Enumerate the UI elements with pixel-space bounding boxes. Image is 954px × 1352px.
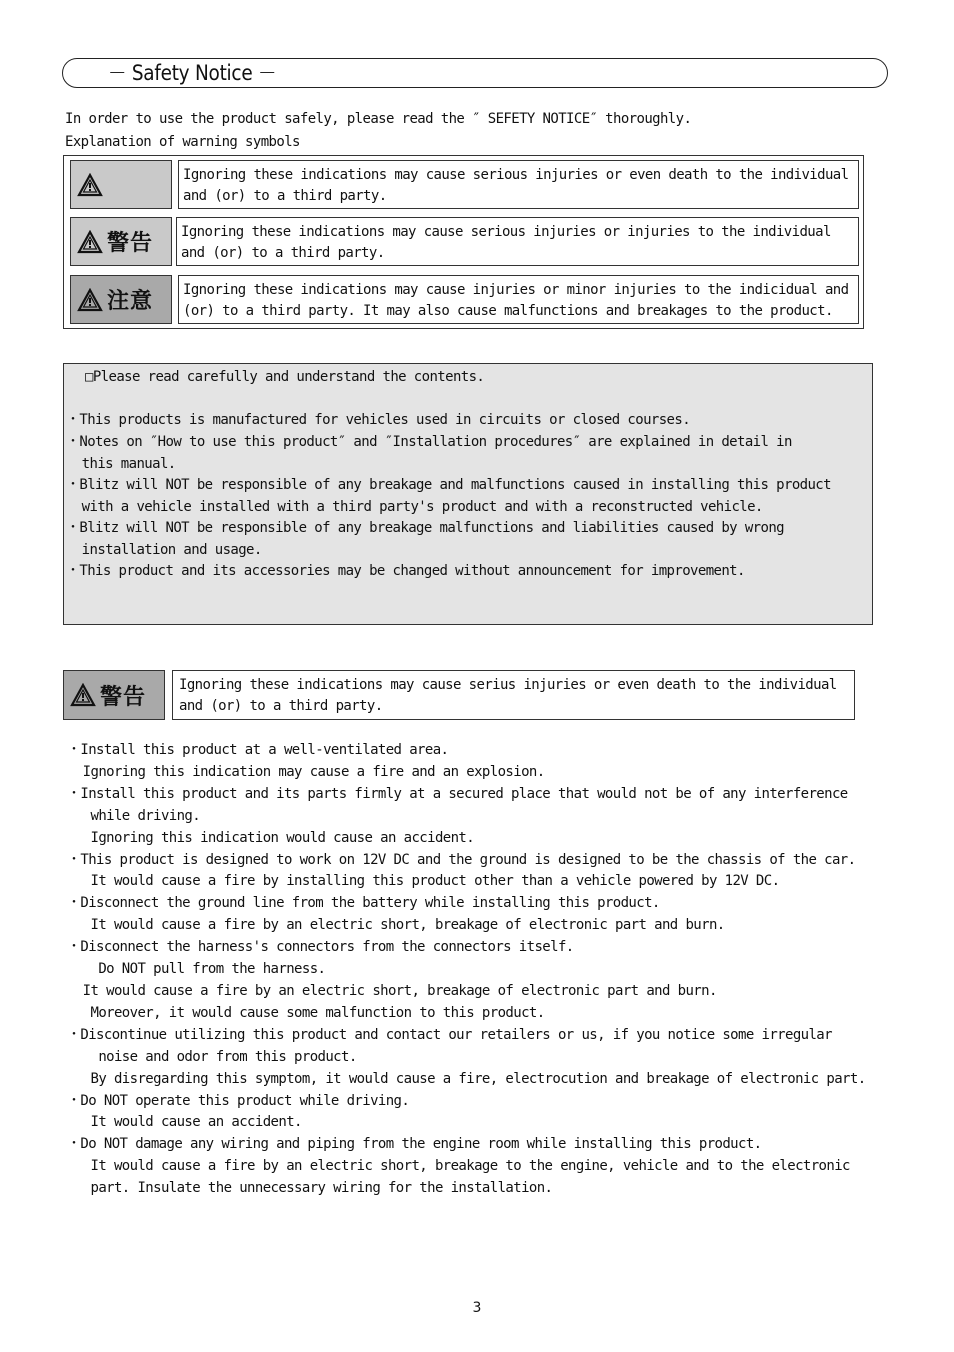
warning-text-2: and (or) to a third party. xyxy=(179,698,383,714)
warning-item-line: ・Discontinue utilizing this product and contact our retailers or us, if you notice some irregular xyxy=(67,1026,832,1043)
symbol-row-3-icon-cell xyxy=(70,275,172,324)
warning-item-line: It would cause an accident. xyxy=(67,1114,302,1131)
symbol-row-1-icon-cell xyxy=(70,160,172,209)
contents-line: this manual. xyxy=(66,456,176,472)
warning-item-line: ・Install this product and its parts firmly at a secured place that would not be of any interference xyxy=(67,785,848,802)
symbol-row-3-kanji: 注意 xyxy=(107,289,154,314)
warning-label xyxy=(63,670,165,720)
warning-text-1: Ignoring these indications may cause serius injuries or even death to the individual xyxy=(179,677,837,693)
contents-line: ・This product and its accessories may be changed without announcement for improvement. xyxy=(66,563,745,579)
warning-symbol-table xyxy=(63,155,864,329)
symbol-row-3-text-1: Ignoring these indications may cause injuries or minor injuries to the indicidual and xyxy=(183,282,849,298)
warning-item-line: By disregarding this symptom, it would cause a fire, electrocution and breakage of electronic part. xyxy=(67,1070,866,1087)
symbol-row-1-text-1: Ignoring these indications may cause serious injuries or even death to the individual xyxy=(183,167,849,183)
warning-item-line: ・Do NOT operate this product while driving. xyxy=(67,1092,410,1109)
warning-item-line: ・Disconnect the harness's connectors from the connectors itself. xyxy=(67,939,574,956)
contents-line: installation and usage. xyxy=(66,542,262,558)
warning-item-line: ・This product is designed to work on 12V DC and the ground is designed to be the chassis of the car. xyxy=(67,851,856,868)
page-title: － Safety Notice － xyxy=(108,61,277,85)
warning-triangle-icon xyxy=(77,288,103,312)
warning-item-line: It would cause a fire by installing this product other than a vehicle powered by 12V DC. xyxy=(67,873,780,890)
intro-line-2: Explanation of warning symbols xyxy=(65,134,300,150)
contents-line: ・This products is manufactured for vehicles used in circuits or closed courses. xyxy=(66,412,691,428)
contents-heading: □Please read carefully and understand the contents. xyxy=(85,369,485,385)
symbol-row-3-description xyxy=(178,275,859,324)
symbol-row-2-description xyxy=(176,217,859,266)
warning-item-line: while driving. xyxy=(67,807,201,824)
contents-line: with a vehicle installed with a third party's product and with a reconstructed vehicle. xyxy=(66,499,763,515)
warning-item-line: ・Install this product at a well-ventilated area. xyxy=(67,742,449,758)
symbol-row-2-icon-cell xyxy=(70,217,172,266)
warning-item-line: ・Disconnect the ground line from the battery while installing this product. xyxy=(67,895,660,912)
warning-triangle-icon xyxy=(70,683,96,707)
warning-triangle-icon xyxy=(77,173,103,197)
symbol-row-2-text-1: Ignoring these indications may cause serious injuries or injuries to the individual xyxy=(181,224,831,240)
warning-item-line: Ignoring this indication would cause an accident. xyxy=(67,829,475,846)
page-number: 3 xyxy=(472,1300,482,1316)
warning-item-line: It would cause a fire by an electric short, breakage of electronic part and burn. xyxy=(67,982,717,999)
warning-items-list xyxy=(67,740,866,1200)
warning-item-line: part. Insulate the unnecessary wiring for the installation. xyxy=(67,1180,553,1197)
warning-item-line: It would cause a fire by an electric short, breakage to the engine, vehicle and to the electronic xyxy=(67,1158,850,1175)
warning-description xyxy=(172,670,855,720)
contents-line: ・Blitz will NOT be responsible of any breakage malfunctions and liabilities caused by wrong xyxy=(66,520,784,536)
symbol-row-2-kanji: 警告 xyxy=(107,231,154,256)
warning-item-line: Moreover, it would cause some malfunction to this product. xyxy=(67,1004,545,1021)
warning-triangle-icon xyxy=(77,230,103,254)
intro-line-1: In order to use the product safely, please read the ″ SEFETY NOTICE″ thoroughly. xyxy=(65,111,692,127)
contents-line: ・Blitz will NOT be responsible of any breakage and malfunctions caused in installing this product xyxy=(66,477,831,493)
warning-item-line: ・Do NOT damage any wiring and piping from the engine room while installing this product. xyxy=(67,1136,762,1153)
warning-item-line: Do NOT pull from the harness. xyxy=(67,961,326,978)
symbol-row-2-text-2: and (or) to a third party. xyxy=(181,245,385,261)
symbol-row-3-text-2: (or) to a third party. It may also cause malfunctions and breakages to the product. xyxy=(183,303,833,319)
symbol-row-1-text-2: and (or) to a third party. xyxy=(183,188,387,204)
warning-item-line: It would cause a fire by an electric short, breakage of electronic part and burn. xyxy=(67,917,725,934)
warning-item-line: Ignoring this indication may cause a fire and an explosion. xyxy=(67,763,545,780)
warning-item-line: noise and odor from this product. xyxy=(67,1048,357,1065)
symbol-row-1-description xyxy=(178,160,859,209)
warning-kanji: 警告 xyxy=(100,684,147,710)
contents-line: ・Notes on ″How to use this product″ and ″Installation procedures″ are explained in detail in xyxy=(66,434,792,450)
